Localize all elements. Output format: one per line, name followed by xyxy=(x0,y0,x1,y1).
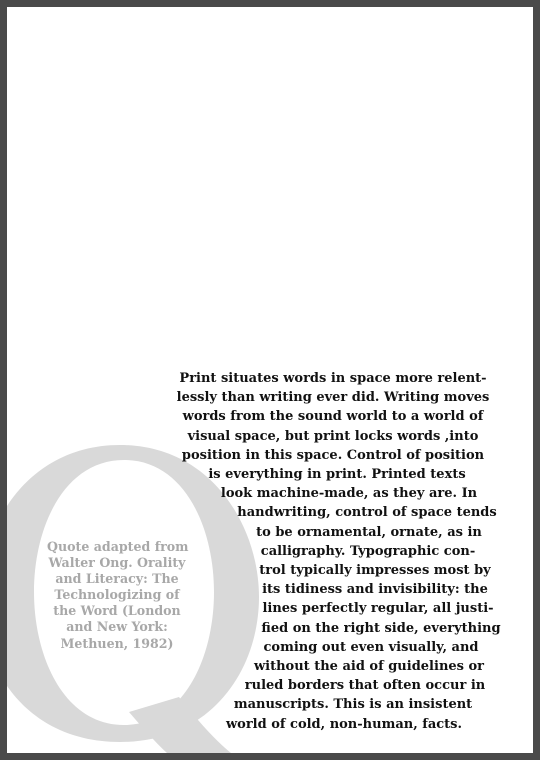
quote-line: manuscripts. This is an insistent xyxy=(233,697,473,713)
quote-line: visual space, but print locks words ,into xyxy=(187,428,479,444)
quote-line: calligraphy. Typographic con- xyxy=(260,543,476,559)
quote-line: look machine-made, as they are. In xyxy=(220,486,478,502)
attribution-line: the Word (London xyxy=(53,603,181,619)
quote-line: lessly than writing ever did. Writing moves xyxy=(176,390,490,406)
attribution-line: Methuen, 1982) xyxy=(60,635,174,651)
attribution-line: Technologizing of xyxy=(54,587,180,603)
quote-attribution xyxy=(47,539,187,652)
attribution-line: and Literacy: The xyxy=(55,571,179,587)
quote-line: is everything in print. Printed texts xyxy=(208,467,466,482)
quote-line: words from the sound world to a world of xyxy=(182,409,484,425)
quote-line: handwriting, control of space tends xyxy=(237,505,497,521)
quote-line: position in this space. Control of position xyxy=(181,447,485,463)
quote-line: coming out even visually, and xyxy=(263,639,479,655)
quote-line: to be ornamental, ornate, as in xyxy=(256,524,482,540)
quote-line: Print situates words in space more relent- xyxy=(179,371,487,386)
attribution-line: and New York: xyxy=(66,619,168,635)
quote-line: its tidiness and invisibility: the xyxy=(262,582,488,598)
quote-line: without the aid of guidelines or xyxy=(253,659,485,674)
quote-line: lines perfectly regular, all justi- xyxy=(262,601,494,617)
page xyxy=(7,7,533,753)
quote-line: trol typically impresses most by xyxy=(259,563,491,578)
attribution-line: Walter Ong. Orality xyxy=(48,555,186,571)
quote-line: ruled borders that often occur in xyxy=(244,678,486,694)
attribution-line: Quote adapted from xyxy=(47,539,189,554)
quote-line: world of cold, non-human, facts. xyxy=(225,716,463,732)
quote-line: fied on the right side, everything xyxy=(261,620,501,636)
